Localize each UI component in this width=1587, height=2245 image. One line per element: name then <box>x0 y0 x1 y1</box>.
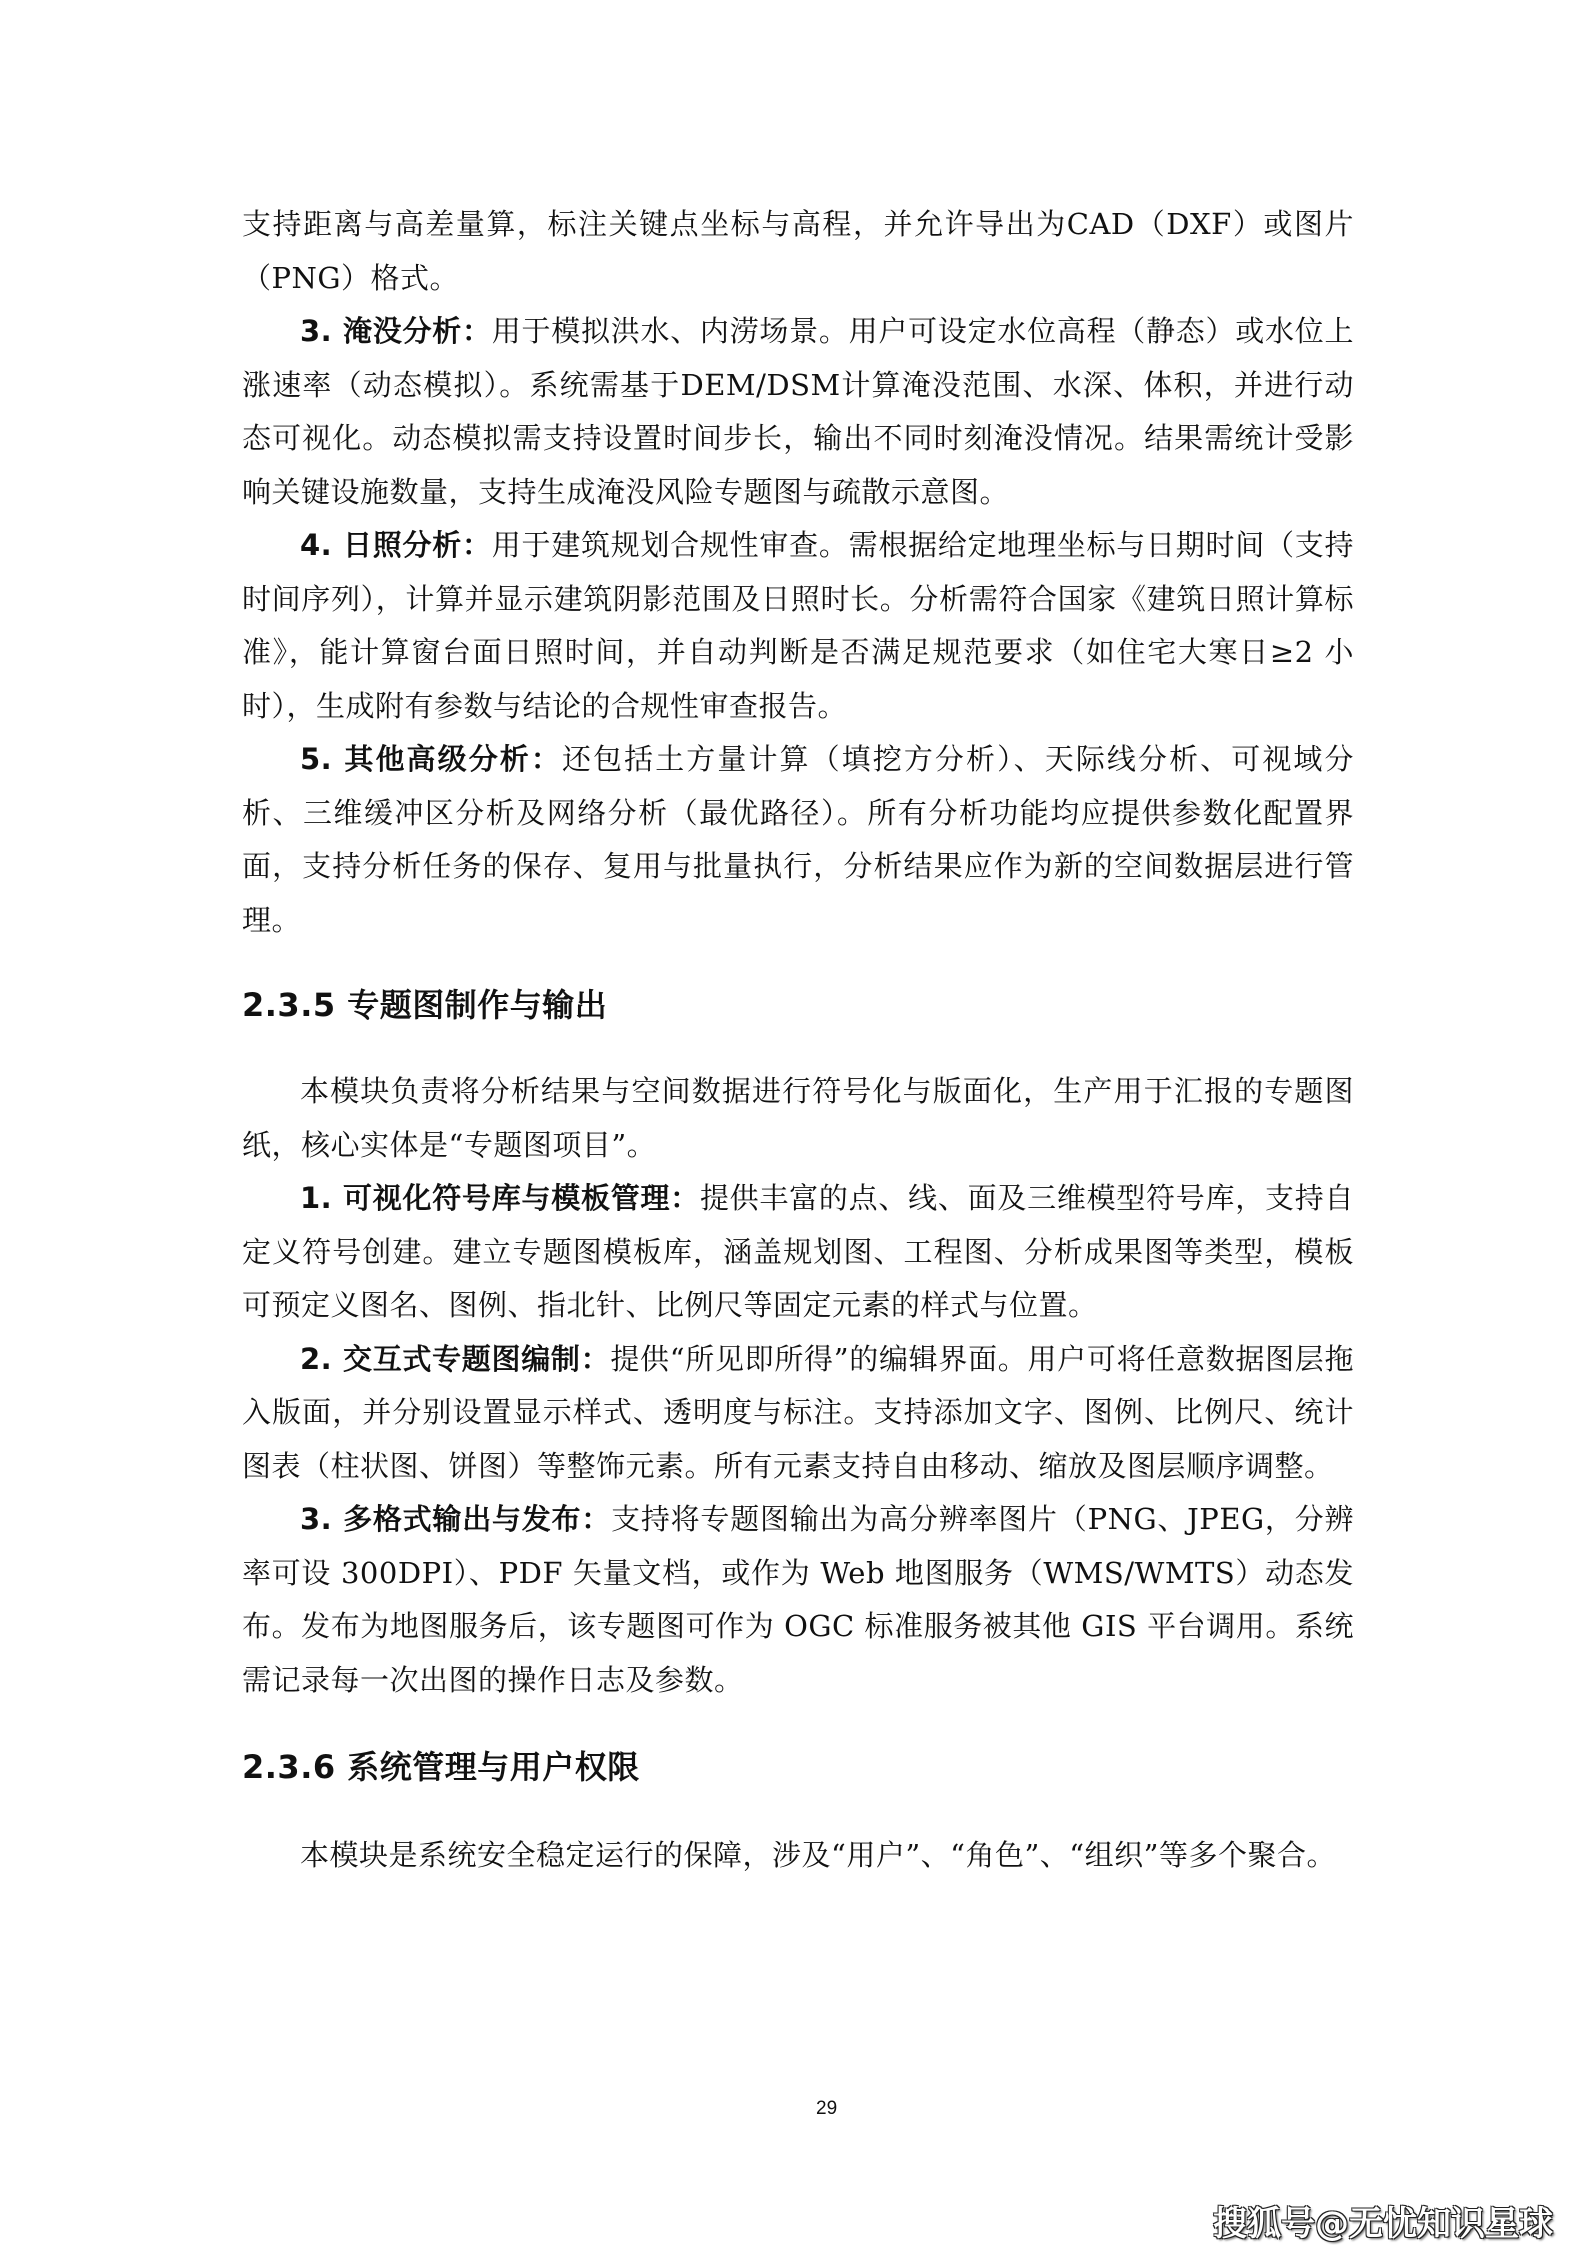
paragraph-other-analysis <box>242 733 1354 947</box>
paragraph-symbol-library <box>242 1172 1354 1333</box>
paragraph-text: 支持距离与高差量算，标注关键点坐标与高程，并允许导出为CAD（DXF）或图片（PNG）格式。 <box>242 207 1354 295</box>
paragraph-sunlight-analysis <box>242 519 1354 733</box>
section-heading-2-3-6: 2.3.6 系统管理与用户权限 <box>242 1748 640 1786</box>
paragraph-lead: 3. 多格式输出与发布： <box>300 1502 612 1536</box>
paragraph-measurement-continued <box>242 198 1354 305</box>
paragraph-text: 提供丰富的点、线、面及三维模型符号库，支持自定义符号创建。建立专题图模板库，涵盖规划图、工程图、分析成果图等类型，模板可预定义图名、图例、指北针、比例尺等固定元素的样式与位置。 <box>242 1181 1354 1322</box>
watermark: 搜狐号@无忧知识星球 <box>1213 2204 1553 2244</box>
paragraph-lead: 2. 交互式专题图编制： <box>300 1341 611 1376</box>
section-2-3-5-intro: 本模块负责将分析结果与空间数据进行符号化与版面化，生产用于汇报的专题图纸，核心实体是“专题图项目”。 <box>242 1074 1354 1162</box>
paragraph-lead: 4. 日照分析： <box>300 528 492 562</box>
paragraph-text: 提供“所见即所得”的编辑界面。用户可将任意数据图层拖入版面，并分别设置显示样式、透明度与标注。支持添加文字、图例、比例尺、统计图表（柱状图、饼图）等整饰元素。所有元素支持自由移动、缩放及图层顺序调整。 <box>242 1341 1354 1483</box>
paragraph-lead: 5. 其他高级分析： <box>300 742 562 776</box>
paragraph-text: 还包括土方量计算（填挖方分析）、天际线分析、可视域分析、三维缓冲区分析及网络分析（最优路径）。所有分析功能均应提供参数化配置界面，支持分析任务的保存、复用与批量执行，分析结果应作为新的空间数据层进行管理。 <box>242 742 1354 937</box>
paragraph-multi-format-output <box>242 1493 1354 1707</box>
paragraph-inundation-analysis <box>242 305 1354 519</box>
paragraph-lead: 1. 可视化符号库与模板管理： <box>300 1181 700 1215</box>
paragraph-text: 用于建筑规划合规性审查。需根据给定地理坐标与日期时间（支持时间序列），计算并显示建筑阴影范围及日照时长。分析需符合国家《建筑日照计算标准》，能计算窗台面日照时间，并自动判断是否满足规范要求（如住宅大寒日≥2 小时），生成附有参数与结论的合规性审查报告。 <box>242 528 1354 723</box>
section-heading-2-3-5: 2.3.5 专题图制作与输出 <box>242 986 608 1024</box>
paragraph-interactive-editing <box>242 1333 1354 1494</box>
paragraph-lead: 3. 淹没分析： <box>300 314 492 348</box>
paragraph-text: 支持将专题图输出为高分辨率图片（PNG、JPEG，分辨率可设 300DPI）、PDF 矢量文档，或作为 Web 地图服务（WMS/WMTS）动态发布。发布为地图服务后，该专题图可作为 OGC 标准服务被其他 GIS 平台调用。系统需记录每一次出图的操作日志及参数。 <box>242 1502 1354 1697</box>
page-content <box>242 198 1354 1883</box>
paragraph-text: 用于模拟洪水、内涝场景。用户可设定水位高程（静态）或水位上涨速率（动态模拟）。系统需基于DEM/DSM计算淹没范围、水深、体积，并进行动态可视化。动态模拟需支持设置时间步长，输出不同时刻淹没情况。结果需统计受影响关键设施数量，支持生成淹没风险专题图与疏散示意图。 <box>242 314 1354 509</box>
section-2-3-6-intro: 本模块是系统安全稳定运行的保障，涉及“用户”、“角色”、“组织”等多个聚合。 <box>300 1838 1336 1872</box>
page-number: 29 <box>816 2098 838 2119</box>
